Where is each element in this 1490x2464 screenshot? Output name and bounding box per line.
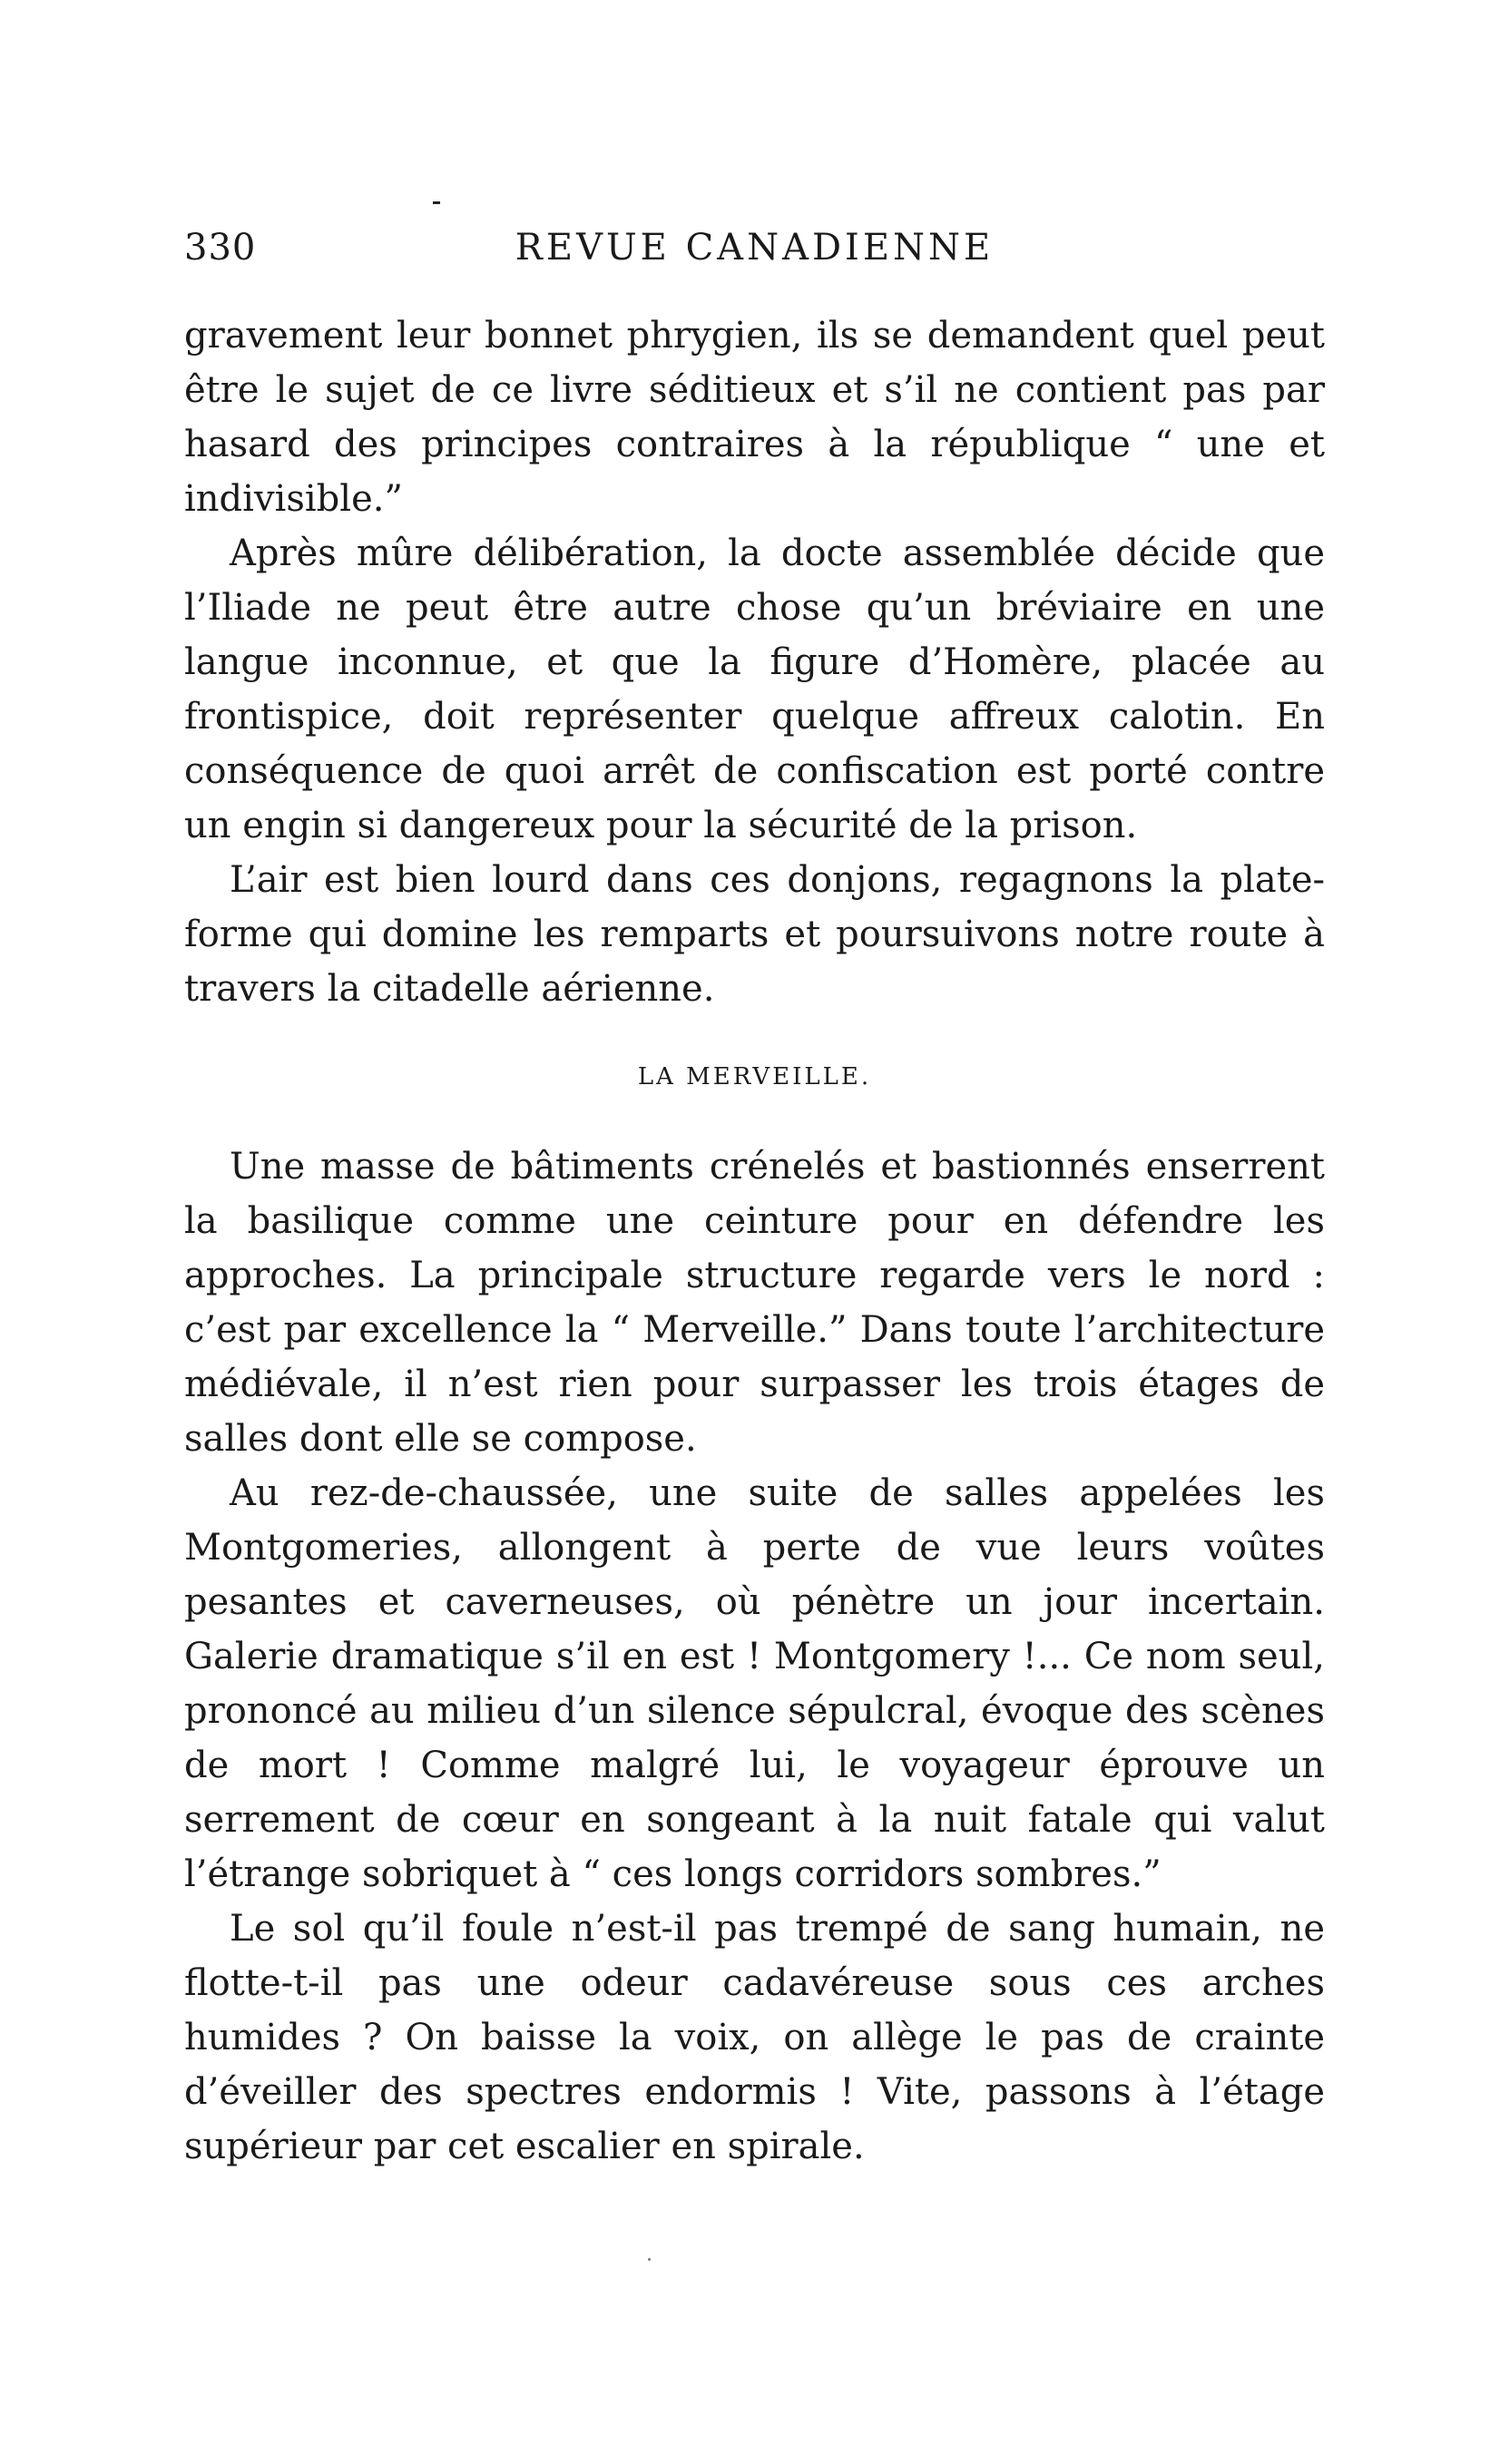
paragraph: Le sol qu’il foule n’est-il pas trempé de sang humain, ne flotte-t-il pas une odeur cadavéreuse sous ces arches humides ? On baisse la voix, on allège le pas de crainte d’éveiller des spectres endormis ! Vite, passons à l’étage supérieur par cet escalier en spirale.: [184, 1908, 1325, 2167]
paragraph: Une masse de bâtiments crénelés et bastionnés enserrent la basilique comme une ceinture pour en défendre les approches. La principale structure regarde vers le nord : c’est par excellence la “ Merveille.” Dans toute l’architecture médiévale, il n’est rien pour surpasser les trois étages de salles dont elle se compose.: [184, 1146, 1325, 1460]
paragraph: Après mûre délibération, la docte assemblée décide que l’Iliade ne peut être autre chose qu’un bréviaire en une langue inconnue, et que la figure d’Homère, placée au frontispice, doit représenter quelque affreux calotin. En conséquence de quoi arrêt de confiscation est porté contre un engin si dangereux pour la sécurité de la prison.: [184, 533, 1325, 846]
body-text: [184, 308, 1325, 2174]
section-heading: LA MERVEILLE.: [637, 1063, 872, 1090]
page-number: 330: [184, 227, 257, 269]
running-title: REVUE CANADIENNE: [515, 227, 995, 269]
page-header: [184, 227, 1325, 281]
paragraph: L’air est bien lourd dans ces donjons, regagnons la plate-forme qui domine les remparts et poursuivons notre route à travers la citadelle aérienne.: [184, 859, 1325, 1010]
paragraph: Au rez-de-chaussée, une suite de salles appelées les Montgomeries, allongent à perte de vue leurs voûtes pesantes et caverneuses, où pénètre un jour incertain. Galerie dramatique s’il en est ! Montgomery !... Ce nom seul, prononcé au milieu d’un silence sépulcral, évoque des scènes de mort ! Comme malgré lui, le voyageur éprouve un serrement de cœur en songeant à la nuit fatale qui valut l’étrange sobriquet à “ ces longs corridors sombres.”: [184, 1472, 1325, 1895]
paragraph: gravement leur bonnet phrygien, ils se demandent quel peut être le sujet de ce livre séditieux et s’il ne contient pas par hasard des principes contraires à la république “ une et indivisible.”: [184, 315, 1325, 520]
print-mark: [433, 201, 440, 204]
print-speck: [648, 2258, 651, 2261]
